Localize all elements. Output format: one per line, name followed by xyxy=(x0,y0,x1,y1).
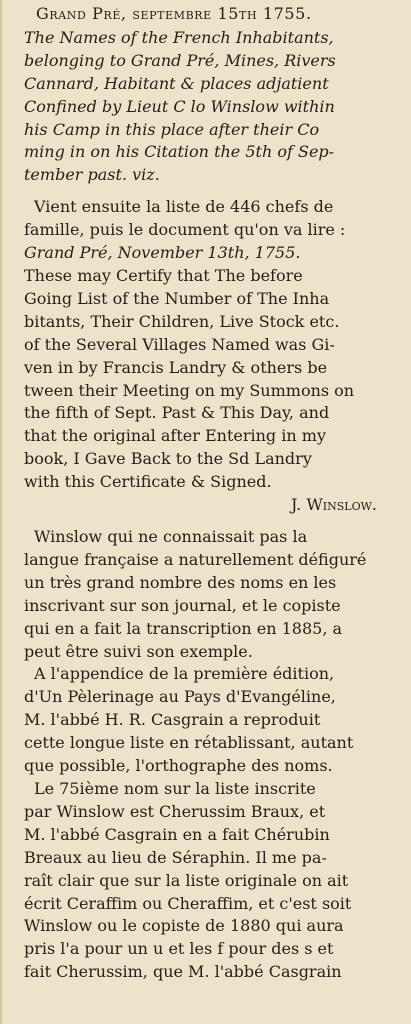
intro-italic-block xyxy=(24,27,403,187)
text-line: famille, puis le document qu'on va lire : xyxy=(24,220,346,240)
certificate-block xyxy=(24,242,403,494)
text-line: un très grand nombre des noms en les xyxy=(24,572,337,592)
text-line: M. l'abbé H. R. Casgrain a reproduit xyxy=(24,710,321,730)
certificate-line: bitants, Their Children, Live Stock etc. xyxy=(24,311,340,331)
text-line: peut être suivi son exemple. xyxy=(24,641,253,661)
text-line: Breaux au lieu de Séraphin. Il me pa- xyxy=(24,847,327,867)
text-line: que possible, l'orthographe des noms. xyxy=(24,756,333,776)
certificate-line: that the original after Entering in my xyxy=(24,426,326,446)
certificate-line: the fifth of Sept. Past & This Day, and xyxy=(24,403,330,423)
paragraph-list-intro xyxy=(24,196,403,242)
certificate-line: with this Certificate & Signed. xyxy=(24,472,272,492)
text-line: d'Un Pèlerinage au Pays d'Evangéline, xyxy=(24,687,336,707)
text-line: par Winslow est Cherussim Braux, et xyxy=(24,801,326,821)
text-line: raît clair que sur la liste originale on ait xyxy=(24,870,349,890)
intro-line: belonging to Grand Pré, Mines, Rivers xyxy=(24,50,336,70)
certificate-line: ven in by Francis Landry & others be xyxy=(24,357,328,377)
certificate-line: of the Several Villages Named was Gi- xyxy=(24,334,335,354)
text-line: Winslow ou le copiste de 1880 qui aura xyxy=(24,916,344,936)
text-line: fait Cherussim, que M. l'abbé Casgrain xyxy=(24,962,342,982)
text-line: Vient ensuite la liste de 446 chefs de xyxy=(34,197,334,217)
certificate-line: These may Certify that The before xyxy=(24,265,303,285)
paragraph-appendix xyxy=(24,663,403,778)
dateline-heading: Grand Pré, septembre 15th 1755. xyxy=(36,4,312,23)
intro-line: Confined by Lieut C lo Winslow within xyxy=(24,96,335,116)
certificate-line: tween their Meeting on my Summons on xyxy=(24,380,355,400)
text-line: Winslow qui ne connaissait pas la xyxy=(34,527,308,547)
certificate-line: Going List of the Number of The Inha xyxy=(24,288,330,308)
paragraph-winslow-spelling xyxy=(24,526,403,663)
paragraph-name-75 xyxy=(24,778,403,984)
text-line: écrit Ceraffim ou Cheraffim, et c'est soit xyxy=(24,893,352,913)
text-line: A l'appendice de la première édition, xyxy=(34,664,335,684)
certificate-line: book, I Gave Back to the Sd Landry xyxy=(24,449,312,469)
text-line: cette longue liste en rétablissant, autant xyxy=(24,733,354,753)
certificate-dateline: Grand Pré, November 13th, 1755. xyxy=(24,243,301,263)
intro-line: The Names of the French Inhabitants, xyxy=(24,27,334,47)
intro-line: ming in on his Citation the 5th of Sep- xyxy=(24,142,335,162)
text-line: Le 75ième nom sur la liste inscrite xyxy=(34,779,316,798)
intro-line: Cannard, Habitant & places adjatient xyxy=(24,73,329,93)
text-line: inscrivant sur son journal, et le copiste xyxy=(24,595,341,615)
text-line: qui en a fait la transcription en 1885, a xyxy=(24,618,343,638)
text-line: langue française a naturellement défiguré xyxy=(24,549,367,569)
intro-line: tember past. viz. xyxy=(24,165,160,185)
signature: J. Winslow. xyxy=(290,495,377,515)
text-line: M. l'abbé Casgrain en a fait Chérubin xyxy=(24,824,330,844)
intro-line: his Camp in this place after their Co xyxy=(24,119,320,139)
text-line: pris l'a pour un u et les f pour des s et xyxy=(24,939,334,959)
